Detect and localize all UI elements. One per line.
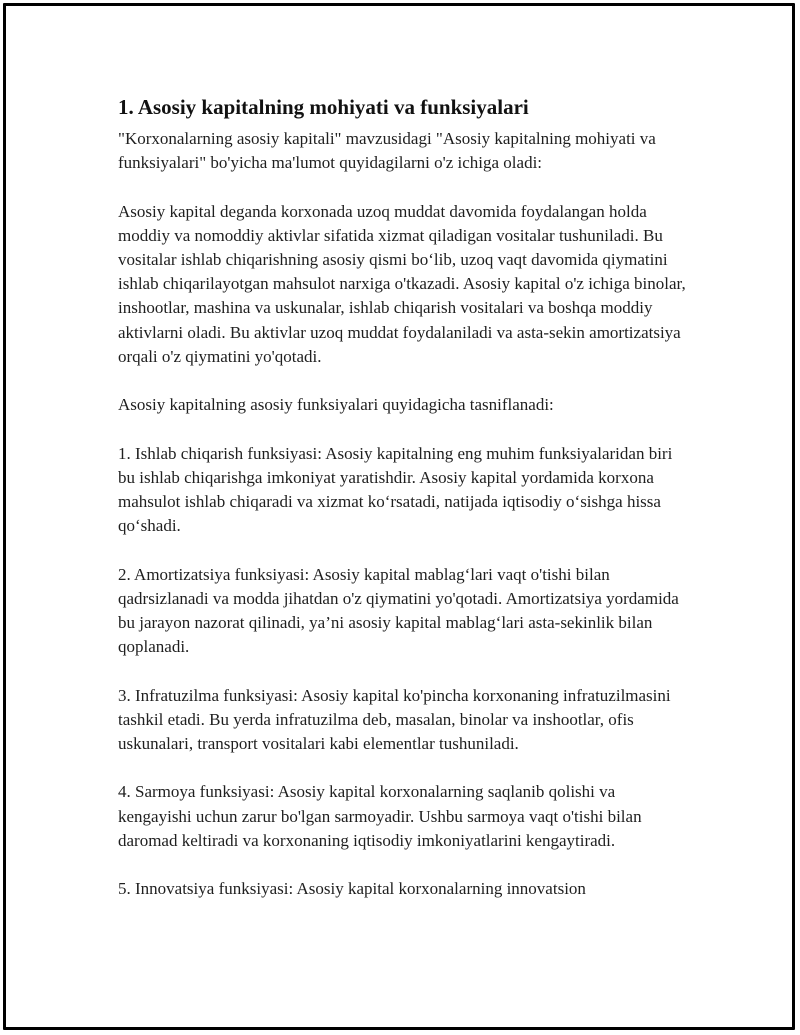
document-body <box>118 94 688 901</box>
definition-paragraph: Asosiy kapital deganda korxonada uzoq muddat davomida foydalangan holda moddiy va nomoddiy aktivlar sifatida xizmat qiladigan vositalar tushuniladi. Bu vositalar ishlab chiqarishning asosiy qismi bo‘lib, uzoq vaqt davomida qiymatini ishlab chiqarilayotgan mahsulot narxiga o'tkazadi. Asosiy kapital o'z ichiga binolar, inshootlar, mashina va uskunalar, ishlab chiqarish vositalari va boshqa moddiy aktivlarni oladi. Bu aktivlar uzoq muddat foydalaniladi va asta-sekin amortizatsiya orqali o'z qiymatini yo'qotadi. <box>118 201 686 366</box>
intro-paragraph: "Korxonalarning asosiy kapitali" mavzusidagi "Asosiy kapitalning mohiyati va funksiyalari" bo'yicha ma'lumot quyidagilarni o'z ichiga oladi: <box>118 129 656 173</box>
function-item-infrastructure: 3. Infratuzilma funksiyasi: Asosiy kapital ko'pincha korxonaning infratuzilmasini tashkil etadi. Bu yerda infratuzilma deb, masalan, binolar va inshootlar, ofis uskunalari, transport vositalari kabi elementlar tushuniladi. <box>118 685 671 753</box>
function-item-production: 1. Ishlab chiqarish funksiyasi: Asosiy kapitalning eng muhim funksiyalaridan biri bu ishlab chiqarishga imkoniyat yaratishdir. Asosiy kapital yordamida korxona mahsulot ishlab chiqaradi va xizmat ko‘rsatadi, natijada iqtisodiy o‘sishga hissa qo‘shadi. <box>118 443 673 536</box>
document-title: 1. Asosiy kapitalning mohiyati va funksiyalari <box>118 95 529 119</box>
function-item-innovation: 5. Innovatsiya funksiyasi: Asosiy kapital korxonalarning innovatsion <box>118 879 586 899</box>
functions-intro-paragraph: Asosiy kapitalning asosiy funksiyalari quyidagicha tasniflanadi: <box>118 395 554 415</box>
function-item-investment: 4. Sarmoya funksiyasi: Asosiy kapital korxonalarning saqlanib qolishi va kengayishi uchun zarur bo'lgan sarmoyadir. Ushbu sarmoya vaqt o'tishi bilan daromad keltiradi va korxonaning iqtisodiy imkoniyatlarini kengaytiradi. <box>118 782 642 850</box>
function-item-depreciation: 2. Amortizatsiya funksiyasi: Asosiy kapital mablag‘lari vaqt o'tishi bilan qadrsizlanadi va modda jihatdan o'z qiymatini yo'qotadi. Amortizatsiya yordamida bu jarayon nazorat qilinadi, ya’ni asosiy kapital mablag‘lari asta-sekinlik bilan qoplanadi. <box>118 564 679 657</box>
